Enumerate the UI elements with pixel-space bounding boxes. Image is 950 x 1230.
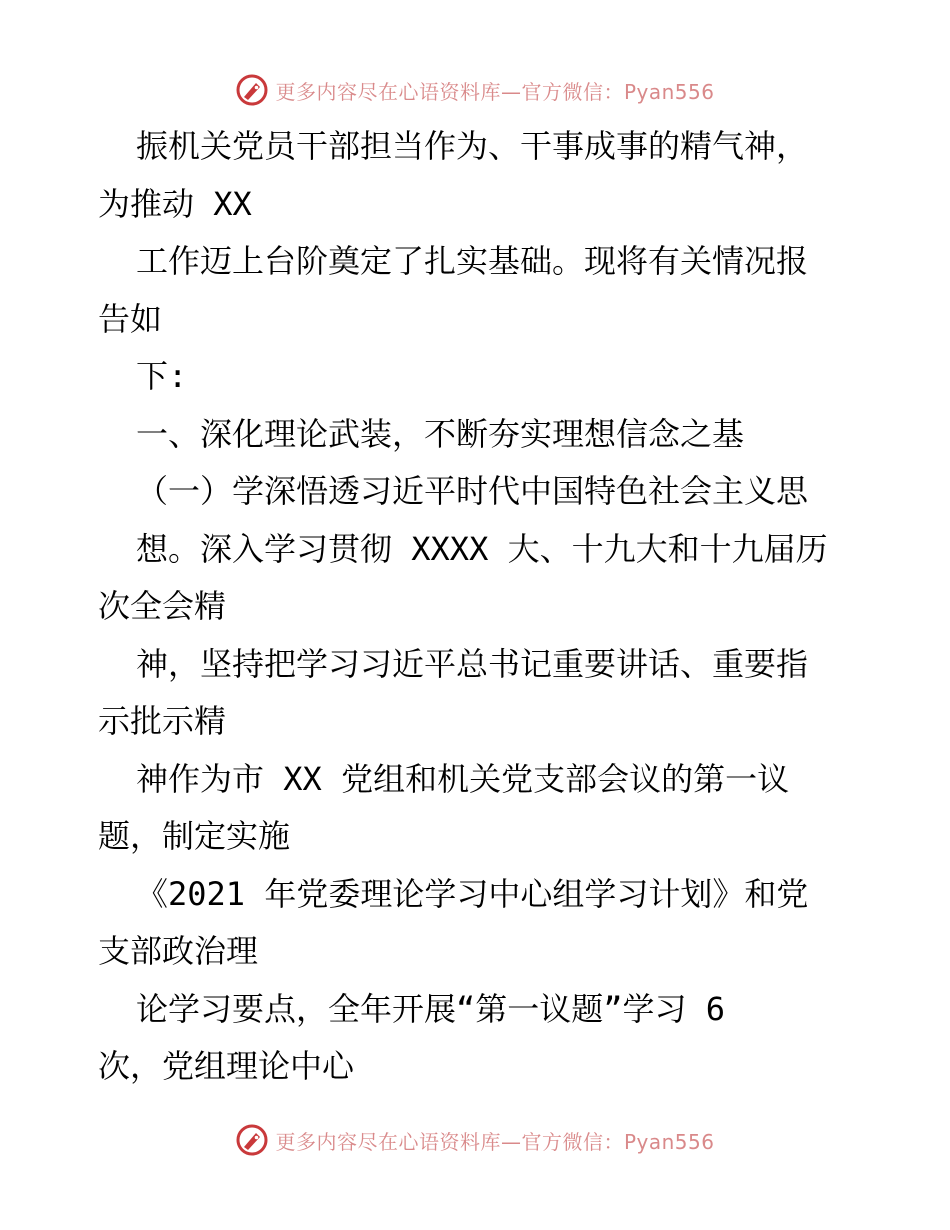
text-line: 工作迈上台阶奠定了扎实基础。现将有关情况报 — [136, 242, 809, 280]
text-line: 神，坚持把学习习近平总书记重要讲话、重要指 — [136, 644, 809, 683]
text-line: 告如 — [98, 299, 163, 338]
header-watermark — [0, 70, 950, 110]
text-line: 为推动 XX — [98, 184, 252, 223]
watermark-text: 更多内容尽在心语资料库—官方微信：Pyan556 — [275, 79, 715, 104]
pen-nib-logo-icon — [235, 73, 269, 107]
text-line: 论学习要点，全年开展“第一议题”学习 6 — [136, 989, 726, 1028]
text-line: 题，制定实施 — [98, 817, 291, 855]
subsection-heading: （一）学深悟透习近平时代中国特色社会主义思 — [136, 472, 809, 510]
section-heading: 一、深化理论武装，不断夯实理想信念之基 — [136, 414, 745, 453]
text-line: 下: — [136, 357, 188, 395]
text-line: 振机关党员干部担当作为、干事成事的精气神， — [136, 127, 809, 165]
text-line: 示批示精 — [98, 702, 227, 740]
pen-nib-logo-icon — [235, 1123, 269, 1157]
text-line: 次全会精 — [98, 587, 227, 625]
text-line: 《2021 年党委理论学习中心组学习计划》和党 — [136, 874, 809, 913]
text-line: 神作为市 XX 党组和机关党支部会议的第一议 — [136, 759, 790, 798]
body-text — [98, 118, 868, 1096]
watermark-text: 更多内容尽在心语资料库—官方微信：Pyan556 — [275, 1129, 715, 1154]
text-line: 支部政治理 — [98, 932, 259, 970]
footer-watermark — [0, 1120, 950, 1160]
text-line: 想。深入学习贯彻 XXXX 大、十九大和十九届历 — [136, 529, 828, 568]
text-line: 次，党组理论中心 — [98, 1047, 355, 1085]
